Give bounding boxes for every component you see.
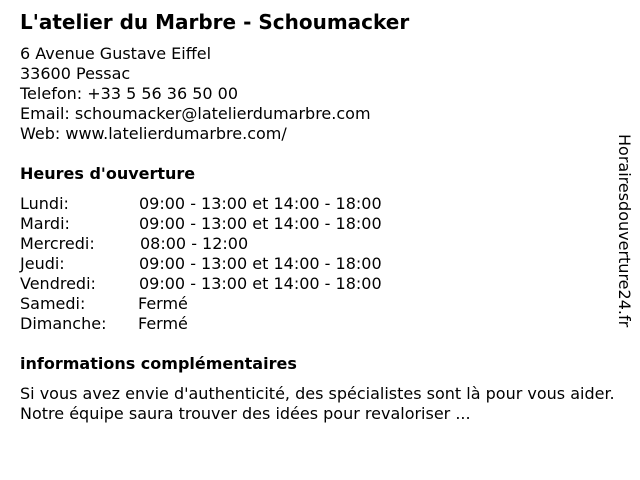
- page-title: L'atelier du Marbre - Schoumacker: [20, 10, 410, 34]
- address-city: 33600 Pessac: [20, 64, 131, 83]
- hours-heading: Heures d'ouverture: [20, 164, 196, 183]
- web-text: Web: www.latelierdumarbre.com/: [20, 124, 287, 143]
- phone-text: Telefon: +33 5 56 36 50 00: [20, 84, 239, 103]
- address-block: [20, 44, 371, 144]
- info-text: Si vous avez envie d'authenticité, des spécialistes sont là pour vous aider. Notre équipe saura trouver des idées pour revaloriser ...: [20, 384, 615, 423]
- hours-value: 08:00 - 12:00: [140, 234, 249, 253]
- day-label: Samedi:: [20, 294, 86, 313]
- info-heading: informations complémentaires: [20, 354, 297, 373]
- hours-value: Fermé: [138, 314, 188, 333]
- hours-value: 09:00 - 13:00 et 14:00 - 18:00: [139, 254, 382, 273]
- day-label: Jeudi:: [20, 254, 65, 273]
- day-label: Dimanche:: [20, 314, 107, 333]
- day-label: Mercredi:: [20, 234, 95, 253]
- hours-value: Fermé: [138, 294, 188, 313]
- day-label: Lundi:: [20, 194, 69, 213]
- address-street: 6 Avenue Gustave Eiffel: [20, 44, 212, 63]
- email-text: Email: schoumacker@latelierdumarbre.com: [20, 104, 371, 123]
- site-watermark: Horairesdouverture24.fr: [615, 134, 634, 328]
- hours-value: 09:00 - 13:00 et 14:00 - 18:00: [139, 274, 382, 293]
- day-label: Vendredi:: [20, 274, 96, 293]
- hours-value: 09:00 - 13:00 et 14:00 - 18:00: [139, 194, 382, 213]
- hours-value: 09:00 - 13:00 et 14:00 - 18:00: [139, 214, 382, 233]
- day-label: Mardi:: [20, 214, 70, 233]
